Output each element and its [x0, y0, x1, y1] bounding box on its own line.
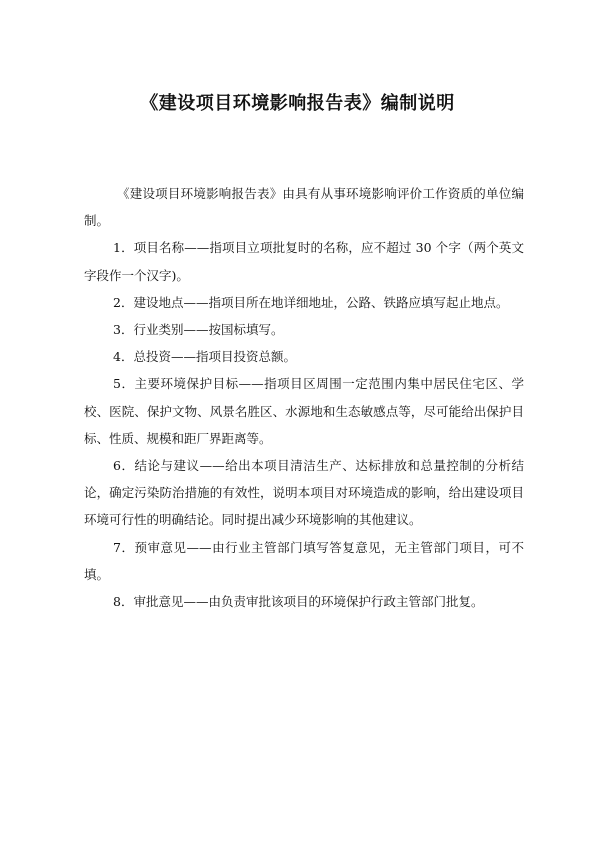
document-body	[84, 180, 524, 615]
item-approval-opinion: 8．审批意见——由负责审批该项目的环境保护行政主管部门批复。	[113, 594, 484, 610]
item-construction-site: 2．建设地点——指项目所在地详细地址，公路、铁路应填写起止地点。	[113, 294, 509, 310]
intro-paragraph: 《建设项目环境影响报告表》由具有从事环境影响评价工作资质的单位编制。	[84, 186, 524, 229]
page-title: 《建设项目环境影响报告表》编制说明	[140, 93, 455, 114]
item-pre-review-opinion: 7．预审意见——由行业主管部门填写答复意见，无主管部门项目，可不填。	[84, 539, 524, 582]
item-total-investment: 4．总投资——指项目投资总额。	[113, 349, 296, 365]
item-protection-targets: 5．主要环境保护目标——指项目区周围一定范围内集中居民住宅区、学校、医院、保护文物、风景名胜区、水源地和生态敏感点等，尽可能给出保护目标、性质、规模和距厂界距离等。	[84, 376, 524, 446]
item-project-name: 1．项目名称——指项目立项批复时的名称，应不超过 30 个字（两个英文字段作一个汉字)。	[84, 240, 524, 283]
item-industry-category: 3．行业类别——按国标填写。	[113, 322, 284, 338]
item-conclusions: 6．结论与建议——给出本项目清洁生产、达标排放和总量控制的分析结论，确定污染防治措施的有效性，说明本项目对环境造成的影响，给出建设项目环境可行性的明确结论。同时提出减少环境影响的其他建议。	[84, 458, 524, 528]
